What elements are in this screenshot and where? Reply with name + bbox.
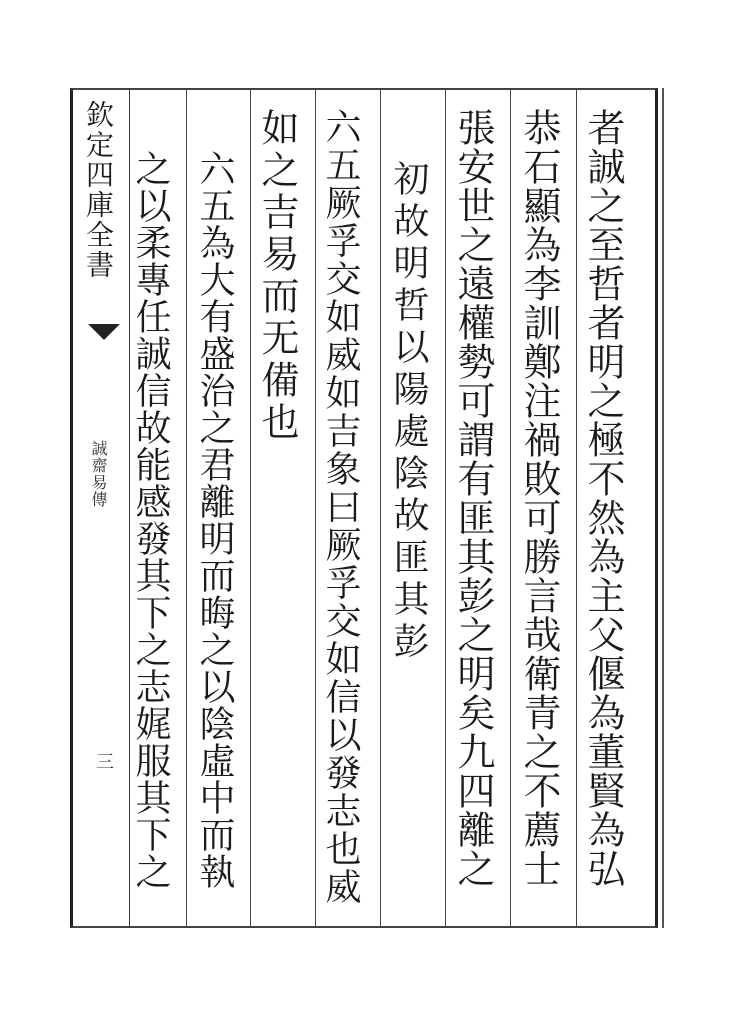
text-column-3: 張安世之遠權勢可謂有匪其彭之明矣九四離之 bbox=[451, 108, 495, 888]
fish-tail-mark-icon bbox=[86, 322, 122, 342]
text-column-4: 初故明哲以陽處陰故匪其彭 bbox=[388, 160, 429, 664]
column-divider bbox=[186, 90, 187, 926]
column-divider bbox=[510, 90, 511, 926]
margin-title: 欽定四庫全書 bbox=[82, 100, 115, 280]
column-divider bbox=[315, 90, 316, 926]
column-divider bbox=[380, 90, 381, 926]
text-column-6: 如之吉易而无備也 bbox=[255, 108, 299, 444]
column-divider bbox=[576, 90, 577, 926]
text-column-5: 六五厥孚交如威如吉象曰厥孚交如信以發志也威 bbox=[320, 108, 361, 906]
margin-page-number: 三 bbox=[93, 752, 114, 770]
column-divider bbox=[250, 90, 251, 926]
text-column-7: 六五為大有盛治之君離明而晦之以陰虛中而執 bbox=[194, 150, 235, 890]
text-column-1: 者誠之至哲者明之極不然為主父偃為董賢為弘 bbox=[581, 108, 625, 888]
margin-subtitle: 誠齋易傳 bbox=[89, 440, 108, 508]
column-divider bbox=[445, 90, 446, 926]
text-column-2: 恭石顯為李訓鄭注禍敗可勝言哉衛青之不薦士 bbox=[517, 108, 561, 888]
text-column-8: 之以柔專任誠信故能感發其下之志娓服其下之 bbox=[130, 150, 171, 890]
